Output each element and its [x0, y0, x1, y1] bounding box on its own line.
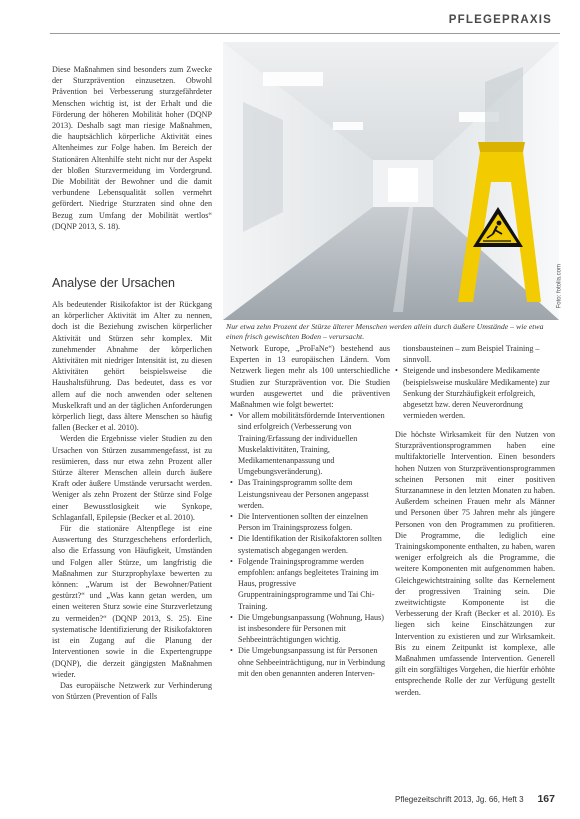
column-1-body: [52, 299, 212, 702]
list-item: • Die Umgebungsanpassung (Wohnung, Haus) ist insbesondere für Personen mit Sehbeeinträchtigungen wichtig.: [230, 612, 390, 646]
list-item: • Die Interventionen sollten der einzelnen Person im Trainingsprozess folgen.: [230, 511, 390, 533]
body-paragraph: Als bedeutender Risikofaktor ist der Rückgang an körperlicher Aktivität im Alter zu nennen, doch ist die Beziehung zwischen körperlicher Aktivität und Stürzen sehr komplex. Mit zunehmender Abnahme der körperlichen Aktivitäten mit niedriger Intensität ist, zu diesen Aktivitäten gehört beispielsweise die Haushaltsführung. Das bedeutet, dass es vor allem auf die noch anwenden oder seltenen Muskelkraft und an der täglichen Anforderungen körperlich liegt, dass ältere Menschen so häufig fallen (Becker et al. 2010).: [52, 300, 212, 433]
list-item: • Steigende und insbesondere Medikamente (beispielsweise muskuläre Medikamente) zur Senkung der Sturzhäufigkeit erfolgreich, abgesetzt bzw. deren Neuverordnung vermieden werden.: [395, 365, 555, 421]
list-continuation: tionsbausteinen – zum Beispiel Training – sinnvoll.: [403, 344, 540, 365]
photo-credit: Foto: fotolia.com: [556, 264, 562, 309]
list-item: • Vor allem mobilitätsfördernde Interventionen sind erfolgreich (Verbesserung von Training/Erfassung der individuellen Muskelaktivitäten, Training, Medikamentenanpassung und Umgebungsveränderung).: [230, 410, 390, 477]
list-item: • Das Trainingsprogramm sollte dem Leistungsniveau der Personen angepasst werden.: [230, 477, 390, 511]
body-paragraph: Werden die Ergebnisse vieler Studien zu den Ursachen von Stürzen zusammengefasst, ist zu resümieren, dass nur etwa zehn Prozent aller Stürze älterer Menschen allein durch äußere Kraft oder äußere Umstände verursacht werden. Weniger als zehn Prozent der Stürze sind Folge einer Bewusstlosigkeit wie Synkope, Schlaganfall, Epilepsie (Becker et al. 2010).: [52, 434, 212, 522]
list-item: • Die Identifikation der Risikofaktoren sollten systematisch abgegangen werden.: [230, 533, 390, 555]
hallway-photo: [223, 42, 562, 320]
photo-caption: Nur etwa zehn Prozent der Stürze älterer Menschen werden allein durch äußere Umstände – wie etwa einen frisch gewischten Boden – verursacht.: [226, 322, 544, 341]
column-3-top: [395, 343, 555, 421]
hallway-illustration: [223, 42, 559, 320]
body-paragraph: Die höchste Wirksamkeit für den Nutzen von Sturzpräventionsprogrammen haben eine multifaktorielle Intervention. Einen besonders hohen Nutzen von Sturzpräventionsprogrammen scheinen Personen mit einer positiven Sturzanamnese in den letzten Monaten zu haben. Außerdem scheinen Frauen mehr als Männer und Personen über 75 Jahren mehr als jüngere Personen von den Programmen zu profitieren. Die Programme, die lediglich eine Trainingskomponente enthalten, zu haben, waren weniger erfolgreich als die Programme, die weitere Komponenten mit aufgenommen haben. Gleichgewichtstraining sollte das Kernelement der progressiven Training sein. Die zweitwichtigste Komponente ist die Verbesserung der Kraft (Becker et al. 2010). Es liegen sich keine Einschätzungen zur Intervention zu existieren und zur Wirksamkeit. Bis zu einem Zeitpunkt ist komplexe, alle Maßnahmen umfassende Intervention. Generell gilt ein sorgfältiges Vorgehen, die hierfür erhöhte entsprechende Rolle der zur Verfügung gestellt werden.: [395, 430, 555, 697]
column-1-intro: [52, 64, 212, 232]
column-3-body: [395, 429, 555, 698]
list-item: • Die Umgebungsanpassung ist für Personen ohne Sehbeeinträchtigung, nur in Verbindung mit den oben genannten anderen Interven-: [230, 645, 390, 679]
section-heading: Analyse der Ursachen: [52, 276, 175, 290]
recommendations-list-continued: [395, 365, 555, 421]
intro-paragraph: Diese Maßnahmen sind besonders zum Zwecke der Sturzprävention einzusetzen. Obwohl Prävention bei Verbesserung sturzgefährdeter Menschen wichtig ist, ist der Erhalt und die Förderung der höheren Mobilität hoher (DQNP 2013). Deshalb sagt man riesige Maßnahmen, die hauptsächlich körperliche Aktivität eines Altenheimes zur Folge haben. Im Bereich der Stationären Altenhilfe steht nicht nur der Aspekt der bloßen Sturzvermeidung im Vordergrund. Die Mobilität der Bewohner und die damit verbundene Lebensqualität sollen vermehrt gefördert. Niedrige Sturzraten sind ohne den Bezug zum Umfang der Mobilität wertlos“ (DQNP 2013, S. 18).: [52, 65, 212, 231]
recommendations-list: [230, 410, 390, 679]
body-paragraph: Für die stationäre Altenpflege ist eine Auswertung des Sturzgeschehens erforderlich, also die Erfassung von Häufigkeit, Umständen und Folgen aller Stürze, um langfristig die Maßnahmen zur Sturzprophylaxe bewerten zu können: „Warum ist der Bewohner/Patient gestürzt?“ und „Was kann getan werden, um einen weiteren Sturz sowie eine Sturzverletzung zu vermeiden?“ (DQNP 2013, S. 25). Eine systematische Identifizierung der Risikofaktoren ist ein Zugang auf die Planung der Interventionen sowie in die Expertengruppe (DQNP), die derzeit gängigsten Maßnahmen wieder.: [52, 524, 212, 679]
body-paragraph: Network Europe, „ProFaNe“) bestehend aus Experten in 13 europäischen Ländern. Vom Netzwerk liegen mehr als 100 unterschiedliche Studien zur Sturzprävention vor. Die Studien wurden ausgewertet und die präventiven Maßnahmen wie folgt bewertet:: [230, 344, 390, 410]
body-paragraph: Das europäische Netzwerk zur Verhinderung von Stürzen (Prevention of Falls: [52, 680, 212, 702]
header-rule: [50, 33, 560, 34]
list-item: • Folgende Trainingsprogramme werden empfohlen: anfangs begleitetes Training im Haus, progressive Gruppentrainingsprogramme und Tai Chi-Training.: [230, 556, 390, 612]
page-header: [0, 0, 580, 40]
column-2: [230, 343, 390, 679]
section-title: PFLEGEPRAXIS: [448, 14, 552, 26]
journal-citation: Pflegezeitschrift 2013, Jg. 66, Heft 3: [395, 795, 524, 804]
page-number: 167: [537, 793, 555, 805]
